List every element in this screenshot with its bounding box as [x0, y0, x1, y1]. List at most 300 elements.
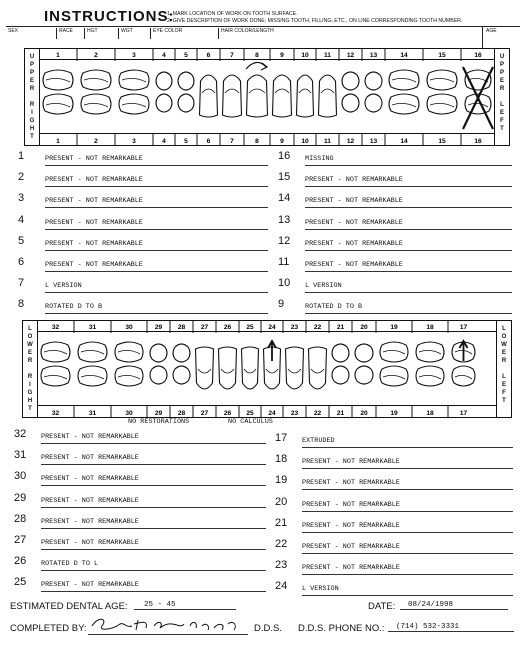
tooth-21[interactable]	[332, 344, 349, 384]
tooth-number-label: 3	[132, 52, 136, 59]
tooth-note-row[interactable]	[278, 298, 512, 318]
tooth-note-row[interactable]	[18, 150, 268, 170]
side-label-letter: T	[28, 406, 32, 412]
tooth-note-row[interactable]	[275, 538, 513, 558]
completed-by-label: COMPLETED BY:	[10, 623, 87, 634]
tooth-number-label: 7	[230, 138, 234, 145]
tooth-number: 31	[14, 449, 27, 462]
tooth-note-row[interactable]	[278, 256, 512, 276]
note-underline	[41, 485, 266, 486]
tooth-note-text: PRESENT - NOT REMARKABLE	[45, 218, 143, 227]
tooth-number-label: 23	[290, 410, 299, 417]
tooth-note-row[interactable]	[14, 492, 266, 512]
weight-field[interactable]: WGT	[118, 28, 133, 39]
tooth-note-text: PRESENT - NOT REMARKABLE	[45, 197, 143, 206]
note-underline	[45, 229, 268, 230]
tooth-number-label: 2	[94, 138, 98, 145]
tooth-note-row[interactable]	[278, 171, 512, 191]
tooth-note-text: L VERSION	[305, 282, 342, 291]
note-underline	[305, 229, 512, 230]
tooth-number-label: 9	[280, 138, 284, 145]
tooth-note-row[interactable]	[18, 277, 268, 297]
tooth-number-label: 27	[200, 410, 209, 417]
upper-left-label	[495, 49, 509, 133]
lower-teeth-diagram[interactable]	[37, 321, 497, 417]
side-label-letter: E	[29, 78, 34, 84]
tooth-number: 21	[275, 516, 288, 529]
tooth-number: 3	[18, 192, 25, 205]
tooth-number-label: 21	[336, 324, 345, 331]
tooth-number-label: 18	[426, 324, 434, 331]
side-label-letter: H	[27, 398, 33, 404]
tooth-note-text: PRESENT - NOT REMARKABLE	[305, 197, 403, 206]
tooth-number: 5	[18, 234, 25, 247]
note-underline	[305, 250, 512, 251]
side-label-letter: P	[499, 70, 504, 76]
tooth-note-text: PRESENT - NOT REMARKABLE	[41, 496, 139, 505]
tooth-number-label: 28	[177, 324, 186, 331]
tooth-number-label: 15	[438, 52, 446, 59]
tooth-number-label: 3	[132, 138, 136, 145]
tooth-2[interactable]	[81, 70, 111, 114]
side-label-letter: F	[500, 118, 504, 124]
tooth-number: 9	[278, 298, 285, 311]
tooth-number-label: 1	[56, 52, 60, 59]
note-underline	[45, 292, 268, 293]
side-label-letter: P	[29, 70, 34, 76]
tooth-note-row[interactable]	[18, 298, 268, 318]
phone-label: D.D.S. PHONE NO.:	[298, 623, 385, 634]
tooth-number-label: 29	[154, 410, 163, 417]
form-title: INSTRUCTIONS:	[44, 8, 175, 25]
tooth-number-label: 22	[313, 324, 322, 331]
tooth-28[interactable]	[173, 344, 190, 384]
tooth-note-text: PRESENT - NOT REMARKABLE	[302, 479, 400, 488]
tooth-number-label: 31	[88, 324, 97, 331]
tooth-note-row[interactable]	[14, 470, 266, 490]
tooth-number-label: 27	[200, 324, 209, 331]
tooth-number-label: 16	[474, 138, 482, 145]
tooth-9[interactable]	[273, 75, 292, 117]
tooth-note-text: PRESENT - NOT REMARKABLE	[302, 564, 400, 573]
side-label-letter: L	[28, 326, 32, 332]
tooth-31[interactable]	[78, 342, 107, 386]
tooth-number: 15	[278, 171, 291, 184]
tooth-note-row[interactable]	[275, 474, 513, 494]
side-label-letter: I	[31, 110, 33, 116]
tooth-number-label: 17	[459, 410, 468, 417]
side-label-letter: U	[499, 54, 505, 60]
side-label-letter: L	[502, 326, 506, 332]
tooth-number-label: 21	[336, 410, 345, 417]
identity-fields-row	[6, 26, 520, 40]
tooth-16[interactable]	[465, 70, 491, 114]
note-underline	[302, 489, 513, 490]
tooth-number-label: 30	[125, 410, 133, 417]
side-label-letter: H	[29, 126, 35, 132]
dds-label: D.D.S.	[254, 623, 282, 634]
note-underline	[305, 313, 512, 314]
note-underline	[302, 447, 513, 448]
tooth-number-label: 9	[280, 52, 284, 59]
side-label-letter: F	[502, 390, 506, 396]
tooth-13[interactable]	[365, 72, 382, 112]
upper-teeth-chart	[24, 48, 510, 146]
tooth-4[interactable]	[156, 72, 172, 112]
tooth-number-label: 4	[162, 52, 166, 59]
tooth-1[interactable]	[43, 70, 73, 114]
tooth-number-label: 26	[223, 410, 232, 417]
tooth-number-label: 14	[400, 138, 408, 145]
tooth-note-row[interactable]	[275, 453, 513, 473]
lower-right-label-box	[23, 321, 38, 417]
tooth-note-text: PRESENT - NOT REMARKABLE	[302, 543, 400, 551]
tooth-number-label: 32	[51, 410, 60, 417]
upper-right-notes	[18, 150, 268, 310]
tooth-number: 10	[278, 277, 291, 290]
instruction-2: 2. GIVE DESCRIPTION OF WORK DONE; MISSING TOOTH, FILLING, ETC., ON LINE CORRESPONDING TOOTH NUMBER.	[167, 17, 463, 24]
tooth-number: 28	[14, 512, 27, 525]
tooth-number-label: 13	[369, 138, 378, 145]
tooth-note-row[interactable]	[18, 171, 268, 191]
tooth-number-label: 11	[324, 138, 331, 145]
hair-color-field[interactable]: HAIR COLOR/LENGTH	[218, 28, 274, 39]
tooth-number-label: 25	[246, 324, 254, 331]
tooth-18[interactable]	[416, 342, 444, 386]
tooth-number-label: 20	[360, 410, 368, 417]
side-label-letter: W	[501, 342, 507, 348]
signature-line[interactable]	[88, 614, 248, 635]
tooth-number-label: 19	[390, 324, 398, 331]
tooth-number-label: 13	[369, 52, 378, 59]
phone-value[interactable]: (714) 532-3331	[388, 623, 514, 632]
note-underline	[41, 591, 266, 592]
side-label-letter: R	[27, 358, 33, 364]
tooth-number: 8	[18, 298, 25, 311]
tooth-note-text: PRESENT - NOT REMARKABLE	[302, 500, 400, 509]
side-label-letter: E	[499, 110, 504, 116]
tooth-number-label: 7	[230, 52, 234, 59]
note-underline	[305, 292, 512, 293]
tooth-30[interactable]	[115, 342, 143, 386]
tooth-10[interactable]	[297, 75, 314, 117]
note-underline	[41, 528, 266, 529]
side-label-letter: R	[29, 102, 35, 108]
date-value[interactable]: 08/24/1998	[400, 601, 508, 610]
tooth-number: 17	[275, 432, 288, 444]
tooth-number: 2	[18, 171, 25, 184]
sex-field[interactable]: SEX	[8, 28, 19, 34]
tooth-number-label: 5	[184, 52, 188, 59]
tooth-14[interactable]	[389, 70, 419, 114]
tooth-22[interactable]	[309, 347, 327, 389]
side-label-letter: R	[499, 86, 505, 92]
tooth-note-row[interactable]	[14, 449, 266, 469]
tooth-note-text: PRESENT - NOT REMARKABLE	[45, 261, 143, 269]
rotation-arrow-mark	[246, 62, 267, 70]
note-underline	[302, 574, 513, 575]
height-field[interactable]: HGT	[84, 28, 98, 39]
tooth-number-label: 30	[125, 324, 133, 331]
tooth-note-row[interactable]	[18, 235, 268, 255]
tooth-number-label: 6	[206, 52, 211, 59]
note-underline	[305, 186, 512, 187]
upper-right-label-box	[25, 49, 40, 145]
tooth-number-label: 10	[301, 138, 309, 145]
tooth-number: 27	[14, 534, 27, 546]
tooth-number: 12	[278, 234, 291, 247]
note-no-calculus: NO CALCULUS	[228, 418, 273, 426]
upper-left-label-box	[494, 49, 509, 145]
note-underline	[41, 549, 266, 550]
tooth-number: 16	[278, 150, 291, 162]
note-underline	[45, 186, 268, 187]
tooth-number-label: 12	[346, 52, 355, 59]
side-label-letter: E	[501, 350, 506, 356]
note-underline	[45, 207, 268, 208]
lower-right-label	[23, 321, 37, 413]
tooth-note-text: PRESENT - NOT REMARKABLE	[41, 454, 139, 463]
side-label-letter: U	[29, 54, 35, 60]
tooth-note-row[interactable]	[275, 432, 513, 452]
tooth-note-text: ROTATED D TO B	[45, 303, 103, 312]
tooth-number-label: 11	[324, 52, 331, 59]
tooth-11[interactable]	[319, 75, 337, 117]
tooth-number: 29	[14, 491, 27, 504]
tooth-note-text: MISSING	[305, 155, 334, 163]
tooth-number-label: 15	[438, 138, 446, 145]
tooth-note-row[interactable]	[14, 534, 266, 554]
side-label-letter	[25, 93, 39, 101]
tooth-number: 30	[14, 470, 27, 483]
tooth-note-row[interactable]	[18, 214, 268, 234]
note-underline	[305, 271, 512, 272]
lower-right-notes	[14, 428, 266, 594]
note-underline	[302, 595, 513, 596]
tooth-29[interactable]	[150, 344, 167, 384]
tooth-number: 4	[18, 213, 25, 226]
tooth-number-label: 16	[474, 52, 482, 59]
lower-left-label	[497, 321, 511, 405]
tooth-number: 24	[275, 580, 288, 593]
tooth-number-label: 29	[154, 324, 163, 331]
eye-color-field[interactable]: EYE COLOR	[150, 28, 182, 39]
upper-right-label	[25, 49, 39, 141]
note-underline	[41, 443, 266, 444]
note-underline	[45, 165, 268, 166]
tooth-20[interactable]	[355, 344, 373, 384]
tooth-number-label: 22	[313, 410, 322, 417]
side-label-letter: P	[29, 62, 34, 68]
note-underline	[45, 250, 268, 251]
tooth-number-label: 10	[301, 52, 309, 59]
tooth-number-label: 31	[88, 410, 97, 417]
tooth-number-label: 19	[390, 410, 398, 417]
tooth-number-label: 26	[223, 324, 232, 331]
tooth-note-text: ROTATED D TO B	[305, 303, 363, 312]
tooth-note-text: PRESENT - NOT REMARKABLE	[305, 261, 403, 269]
dental-age-value[interactable]: 25 - 45	[134, 601, 236, 610]
tooth-note-text: PRESENT - NOT REMARKABLE	[305, 218, 403, 227]
lower-left-label-box	[496, 321, 511, 417]
side-label-letter: O	[501, 334, 507, 340]
tooth-note-row[interactable]	[14, 576, 266, 596]
tooth-8[interactable]	[247, 75, 268, 117]
tooth-note-text: PRESENT - NOT REMARKABLE	[45, 155, 143, 163]
side-label-letter: R	[501, 358, 507, 364]
side-label-letter: E	[27, 350, 32, 356]
note-underline	[302, 468, 513, 469]
tooth-number-label: 6	[206, 138, 211, 145]
tooth-12[interactable]	[342, 72, 359, 112]
tooth-number-label: 18	[426, 410, 434, 417]
tooth-note-row[interactable]	[278, 150, 512, 170]
tooth-number-label: 24	[268, 410, 276, 417]
tooth-note-text: PRESENT - NOT REMARKABLE	[41, 433, 139, 441]
tooth-number: 11	[278, 256, 290, 268]
tooth-number: 6	[18, 256, 25, 268]
tooth-7[interactable]	[223, 75, 242, 117]
instruction-1: 1. MARK LOCATION OF WORK ON TOOTH SURFACE.	[167, 11, 298, 17]
tooth-number: 7	[18, 277, 25, 290]
tooth-number-label: 1	[56, 138, 60, 145]
side-label-letter: G	[27, 390, 33, 396]
side-label-letter: E	[499, 78, 504, 84]
upper-teeth-diagram[interactable]	[39, 49, 495, 145]
tooth-note-text: PRESENT - NOT REMARKABLE	[302, 458, 400, 467]
side-label-letter	[497, 365, 511, 373]
tooth-number-label: 8	[255, 138, 259, 145]
tooth-note-row[interactable]	[18, 192, 268, 212]
lower-teeth-chart	[22, 320, 512, 418]
tooth-number: 19	[275, 474, 288, 487]
tooth-6[interactable]	[200, 75, 218, 117]
tooth-27[interactable]	[196, 347, 214, 389]
note-underline	[45, 313, 268, 314]
tooth-number-label: 5	[184, 138, 188, 145]
tooth-32[interactable]	[41, 342, 70, 386]
tooth-note-row[interactable]	[18, 256, 268, 276]
tooth-note-text: PRESENT - NOT REMARKABLE	[41, 517, 139, 526]
tooth-number-label: 8	[255, 52, 259, 59]
tooth-number-label: 17	[459, 324, 468, 331]
date-label: DATE:	[368, 601, 396, 612]
upper-left-notes	[278, 150, 512, 310]
side-label-letter: I	[29, 382, 31, 388]
side-label-letter: T	[30, 134, 34, 140]
tooth-note-row[interactable]	[278, 214, 512, 234]
tooth-number-label: 2	[94, 52, 98, 59]
tooth-note-row[interactable]	[14, 428, 266, 448]
tooth-note-text: PRESENT - NOT REMARKABLE	[41, 581, 139, 590]
tooth-number-label: 14	[400, 52, 408, 59]
tooth-number: 1	[18, 150, 25, 162]
side-label-letter: O	[27, 334, 33, 340]
tooth-note-text: L VERSION	[45, 282, 82, 291]
signature-image	[88, 614, 248, 634]
side-label-letter: R	[29, 86, 35, 92]
side-label-letter: P	[499, 62, 504, 68]
note-underline	[302, 532, 513, 533]
side-label-letter	[495, 93, 509, 101]
note-no-restorations: NO RESTORATIONS	[128, 418, 190, 426]
note-underline	[302, 553, 513, 554]
side-label-letter: E	[501, 382, 506, 388]
note-underline	[305, 207, 512, 208]
side-label-letter: L	[500, 102, 504, 108]
race-field[interactable]: RACE	[56, 28, 73, 39]
instructions	[167, 11, 462, 24]
tooth-number-label: 20	[360, 324, 368, 331]
tooth-note-text: PRESENT - NOT REMARKABLE	[41, 539, 139, 547]
tooth-note-text: PRESENT - NOT REMARKABLE	[45, 176, 143, 185]
age-field: AGE	[486, 28, 497, 34]
tooth-note-text: PRESENT - NOT REMARKABLE	[305, 239, 403, 248]
tooth-3[interactable]	[119, 70, 149, 114]
tooth-number-label: 4	[162, 138, 166, 145]
tooth-5[interactable]	[178, 72, 194, 112]
side-label-letter: T	[500, 126, 504, 132]
tooth-number: 13	[278, 213, 291, 226]
note-underline	[45, 271, 268, 272]
tooth-note-text: L VERSION	[302, 585, 339, 594]
tooth-number: 20	[275, 495, 288, 508]
tooth-note-text: PRESENT - NOT REMARKABLE	[41, 475, 139, 484]
note-underline	[41, 507, 266, 508]
tooth-note-row[interactable]	[275, 559, 513, 579]
tooth-number: 14	[278, 192, 291, 205]
tooth-number: 22	[275, 538, 288, 550]
tooth-26[interactable]	[219, 347, 237, 389]
lower-left-notes	[275, 432, 513, 598]
age-box[interactable]	[482, 27, 521, 49]
note-underline	[302, 511, 513, 512]
tooth-19[interactable]	[380, 342, 408, 386]
tooth-note-row[interactable]	[278, 235, 512, 255]
tooth-number-label: 32	[51, 324, 60, 331]
tooth-note-text: EXTRUDED	[302, 437, 335, 445]
tooth-number-label: 24	[268, 324, 276, 331]
tooth-25[interactable]	[242, 347, 259, 389]
tooth-note-text: PRESENT - NOT REMARKABLE	[45, 239, 143, 248]
tooth-number-label: 12	[346, 138, 355, 145]
tooth-note-text: PRESENT - NOT REMARKABLE	[302, 521, 400, 530]
side-label-letter: T	[502, 398, 506, 404]
tooth-15[interactable]	[427, 70, 457, 114]
tooth-note-row[interactable]	[275, 580, 513, 600]
tooth-number: 25	[14, 576, 27, 589]
tooth-number: 18	[275, 453, 288, 466]
tooth-number-label: 23	[290, 324, 299, 331]
tooth-note-text: PRESENT - NOT REMARKABLE	[305, 176, 403, 185]
tooth-note-row[interactable]	[278, 192, 512, 212]
note-underline	[41, 464, 266, 465]
tooth-note-row[interactable]	[14, 555, 266, 575]
tooth-number-label: 25	[246, 410, 254, 417]
tooth-note-row[interactable]	[275, 517, 513, 537]
tooth-number: 26	[14, 555, 27, 568]
tooth-number: 23	[275, 559, 288, 572]
side-label-letter	[23, 365, 37, 373]
tooth-note-row[interactable]	[278, 277, 512, 297]
side-label-letter: R	[27, 374, 33, 380]
tooth-number: 32	[14, 428, 27, 440]
tooth-note-row[interactable]	[275, 496, 513, 516]
dental-age-label: ESTIMATED DENTAL AGE:	[10, 601, 128, 612]
tooth-23[interactable]	[286, 347, 304, 389]
tooth-number-label: 28	[177, 410, 186, 417]
tooth-note-row[interactable]	[14, 513, 266, 533]
